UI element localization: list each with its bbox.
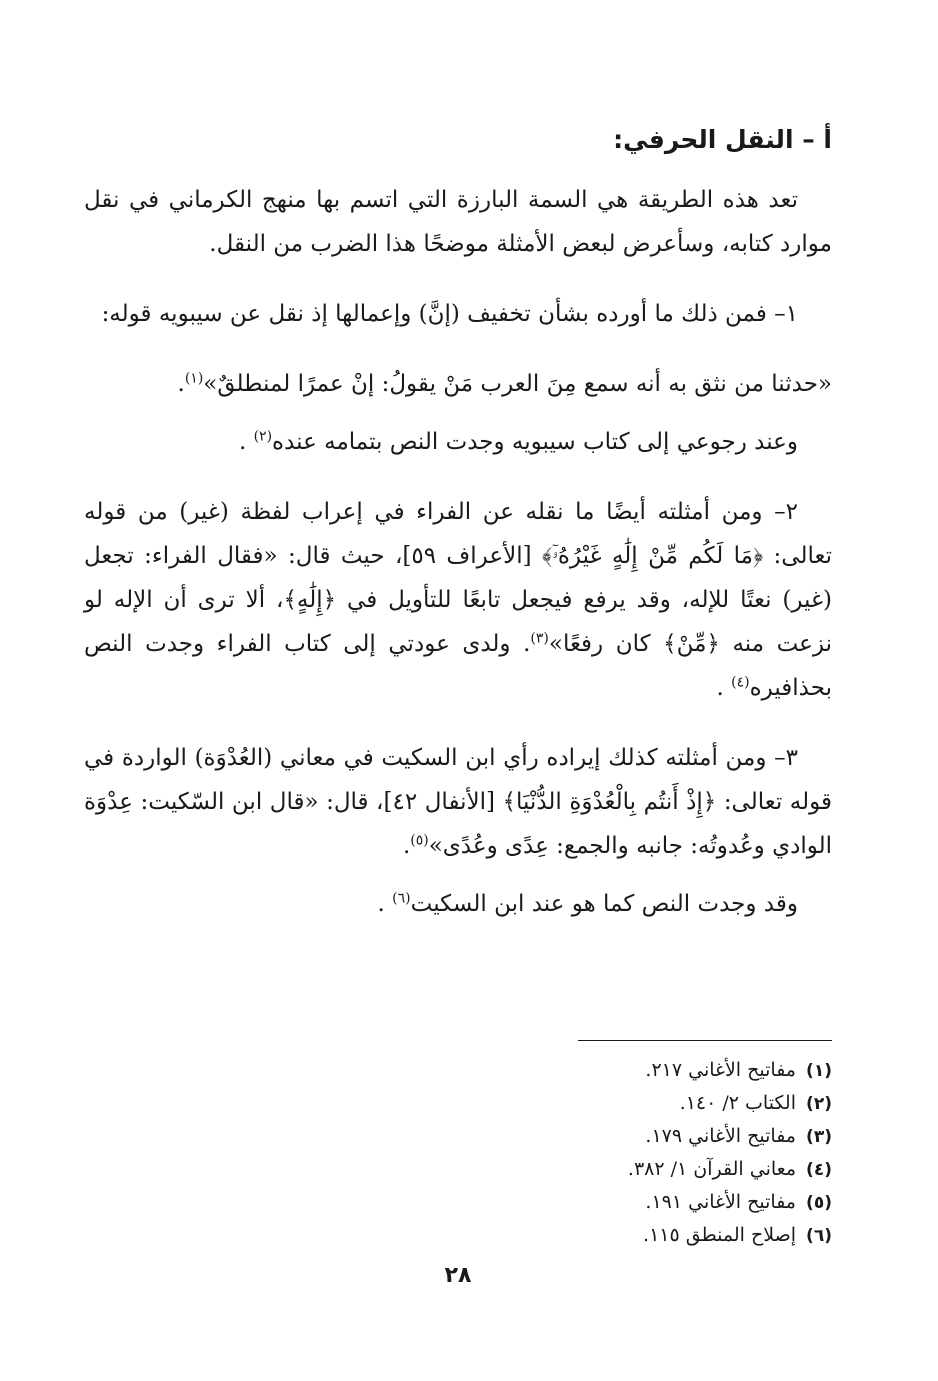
intro-paragraph: تعد هذه الطريقة هي السمة البارزة التي اتسم بها منهج الكرماني في نقل موارد كتابه، وسأعرض لبعض الأمثلة موضحًا هذا الضرب من النقل. (84, 187, 832, 257)
footnote-text: معاني القرآن ١/ ٣٨٢. (627, 1158, 796, 1180)
example-1-note-end: . (238, 429, 254, 455)
footnote-number: (٣) (806, 1127, 832, 1147)
footnote-item (84, 1153, 832, 1186)
example-2-end: . (716, 675, 732, 701)
footnote-item (84, 1054, 832, 1087)
example-1-quote-text: «حدثنا من نثق به أنه سمع مِنَ العرب مَنْ يقولُ: إنْ عمرًا لمنطلقٌ» (203, 371, 832, 397)
example-3-note-end: . (377, 891, 393, 917)
example-3-note (84, 882, 832, 926)
footnote-item (84, 1219, 832, 1252)
footnote-number: (٢) (806, 1094, 832, 1114)
example-1-quote (84, 362, 832, 406)
example-2-mid: . ولدى عودتي إلى كتاب الفراء وجدت النص بحذافيره (84, 631, 832, 701)
footnote-ref-5: (٥) (410, 832, 429, 849)
example-1-quote-end: . (177, 371, 185, 397)
footnote-item (84, 1120, 832, 1153)
example-2-paragraph (84, 490, 832, 710)
page-number: ٢٨ (444, 1263, 472, 1288)
example-1-note (84, 420, 832, 464)
example-3-note-text: وقد وجدت النص كما هو عند ابن السكيت (410, 891, 798, 917)
footnote-separator (578, 1040, 832, 1041)
section-heading: أ – النقل الحرفي: (613, 125, 832, 154)
footnote-number: (٥) (806, 1193, 832, 1213)
example-1-paragraph: ١– فمن ذلك ما أورده بشأن تخفيف (إنَّ) وإعمالها إذ نقل عن سيبويه قوله: (101, 301, 798, 327)
example-3-paragraph (84, 736, 832, 868)
page-body (84, 120, 832, 1381)
footnote-text: مفاتيح الأغاني ١٧٩. (645, 1125, 796, 1147)
footnote-number: (٤) (806, 1160, 832, 1180)
footnote-text: مفاتيح الأغاني ٢١٧. (645, 1059, 796, 1081)
footnote-ref-4: (٤) (731, 674, 750, 691)
footnote-ref-6: (٦) (392, 890, 411, 907)
footnotes-list (84, 1054, 832, 1252)
footnote-item (84, 1087, 832, 1120)
footnote-text: مفاتيح الأغاني ١٩١. (645, 1191, 796, 1213)
footnote-ref-3: (٣) (530, 630, 549, 647)
footnote-number: (١) (806, 1061, 832, 1081)
footnote-ref-1: (١) (184, 370, 204, 387)
example-2-text: ٢– ومن أمثلته أيضًا ما نقله عن الفراء في إعراب لفظة (غير) من قوله تعالى: ﴿مَا لَكُم مِّنْ إِلَٰهٍ غَيْرُهُۥٓ﴾ [الأعراف ٥٩]، حيث قال: «فقال الفراء: تجعل (غير) نعتًا للإله، وقد يرفع فيجعل تابعًا للتأويل في ﴿إِلَٰهٍ﴾، ألا ترى أن الإله لو نزعت منه ﴿مِّنْ﴾ كان رفعًا» (84, 499, 832, 657)
footnote-item (84, 1186, 832, 1219)
footnote-text: الكتاب ٢/ ١٤٠. (679, 1092, 796, 1114)
example-1-note-text: وعند رجوعي إلى كتاب سيبويه وجدت النص بتمامه عنده (272, 429, 798, 455)
footnote-ref-2: (٢) (253, 428, 273, 445)
example-3-text: ٣– ومن أمثلته كذلك إيراده رأي ابن السكيت في معاني (العُدْوَة) الواردة في قوله تعالى: ﴿إِذْ أَنتُم بِالْعُدْوَةِ الدُّنْيَا﴾ [الأنفال ٤٢]، قال: «قال ابن السّكيت: عِدْوَة الوادي وعُدوتُه: جانبه والجمع: عِدًى وعُدًى» (84, 745, 832, 859)
footnote-number: (٦) (806, 1226, 832, 1246)
footnote-text: إصلاح المنطق ١١٥. (643, 1224, 796, 1246)
example-3-end: . (402, 833, 411, 859)
